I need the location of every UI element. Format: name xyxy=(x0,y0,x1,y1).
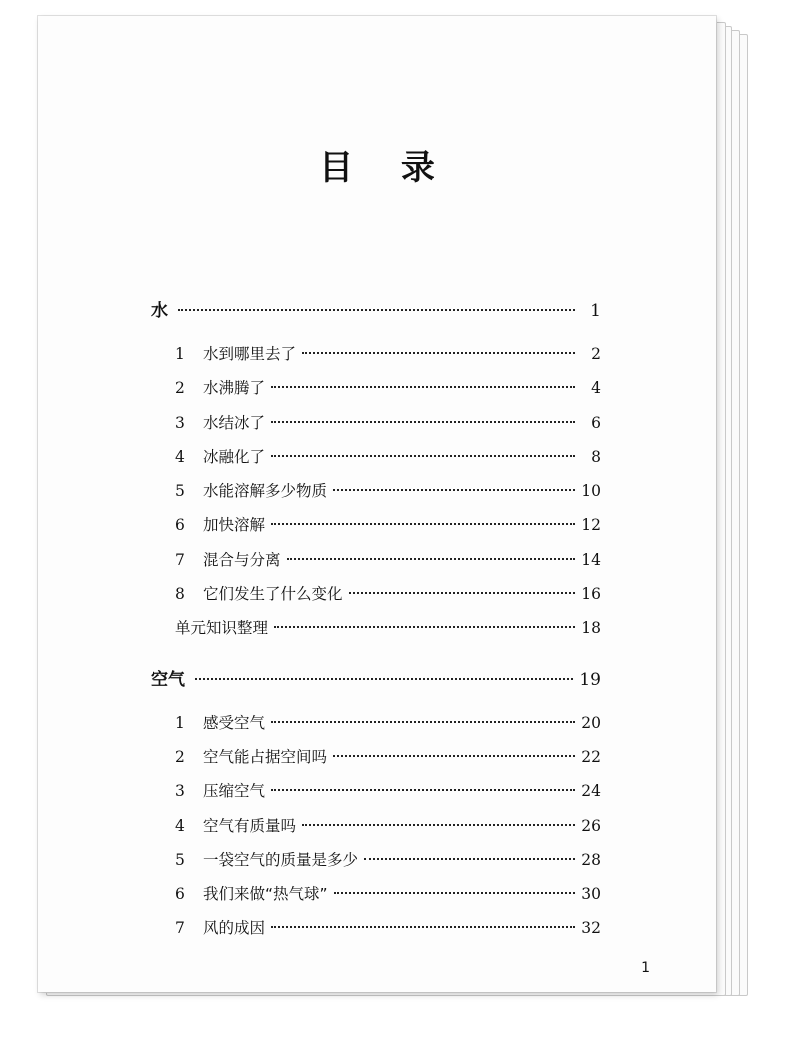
unit-title: 水 xyxy=(151,301,168,321)
leader-dots xyxy=(364,858,575,860)
leader-dots xyxy=(195,678,573,680)
toc-entry[interactable] xyxy=(151,376,601,410)
leader-dots xyxy=(287,558,575,560)
page-number: 16 xyxy=(581,585,601,604)
toc-unit-summary[interactable] xyxy=(151,616,601,650)
book-page xyxy=(38,16,716,992)
entry-title: 混合与分离 xyxy=(203,550,281,569)
page-number: 1 xyxy=(590,301,601,321)
entry-number: 4 xyxy=(175,447,185,466)
page-number: 6 xyxy=(591,413,601,432)
leader-dots xyxy=(271,789,575,791)
entry-title: 单元知识整理 xyxy=(175,619,269,638)
page-number: 8 xyxy=(591,447,601,466)
entry-number: 6 xyxy=(175,885,185,904)
entry-number: 1 xyxy=(175,345,185,363)
entry-number: 5 xyxy=(175,850,185,869)
toc-entry[interactable] xyxy=(151,814,601,848)
leader-dots xyxy=(333,755,575,757)
entry-title: 它们发生了什么变化 xyxy=(203,585,343,604)
leader-dots xyxy=(178,309,575,311)
entry-title: 水能溶解多少物质 xyxy=(203,482,328,501)
entry-title: 压缩空气 xyxy=(203,782,266,801)
page-number: 19 xyxy=(579,669,601,690)
toc-entry[interactable] xyxy=(151,848,601,882)
entry-title: 我们来做“热气球” xyxy=(203,885,328,904)
page-number: 10 xyxy=(581,482,601,501)
toc-entry[interactable] xyxy=(151,745,601,779)
page-number: 28 xyxy=(581,850,601,869)
entry-title: 水沸腾了 xyxy=(203,379,266,398)
entry-title: 冰融化了 xyxy=(203,447,266,466)
page-number: 22 xyxy=(581,747,601,766)
toc-entry[interactable] xyxy=(151,582,601,616)
page-title: 目 录 xyxy=(319,148,453,188)
entry-number: 6 xyxy=(175,516,185,535)
page-number: 18 xyxy=(581,619,601,638)
entry-title: 空气能占据空间吗 xyxy=(203,747,328,766)
leader-dots xyxy=(349,592,575,594)
entry-title: 空气有质量吗 xyxy=(203,816,297,835)
leader-dots xyxy=(302,352,575,354)
unit-title: 空气 xyxy=(151,669,185,690)
entry-title: 感受空气 xyxy=(203,713,266,732)
leader-dots xyxy=(271,523,575,525)
page-footer-number: 1 xyxy=(641,960,650,976)
page-number: 4 xyxy=(591,379,601,398)
page-number: 32 xyxy=(581,919,601,938)
page-number: 26 xyxy=(581,816,601,835)
entry-number: 3 xyxy=(175,413,185,432)
entry-number: 2 xyxy=(175,747,185,766)
toc-entry[interactable] xyxy=(151,411,601,445)
page-number: 30 xyxy=(581,885,601,904)
toc-entry[interactable] xyxy=(151,513,601,547)
entry-number: 1 xyxy=(175,713,185,732)
page-number: 14 xyxy=(581,550,601,569)
leader-dots xyxy=(271,721,575,723)
entry-number: 2 xyxy=(175,379,185,398)
entry-number: 7 xyxy=(175,550,185,569)
leader-dots xyxy=(274,626,575,628)
toc-entry[interactable] xyxy=(151,779,601,813)
toc-entry[interactable] xyxy=(151,916,601,950)
entry-number: 4 xyxy=(175,816,185,835)
page-number: 20 xyxy=(581,713,601,732)
leader-dots xyxy=(271,926,575,928)
page-number: 12 xyxy=(581,516,601,535)
toc-entry[interactable] xyxy=(151,342,601,376)
entry-number: 3 xyxy=(175,782,185,801)
page-number: 2 xyxy=(591,345,601,363)
entry-number: 5 xyxy=(175,482,185,501)
toc-entry[interactable] xyxy=(151,479,601,513)
toc-unit-heading[interactable] xyxy=(151,296,601,330)
entry-title: 风的成因 xyxy=(203,919,266,938)
leader-dots xyxy=(333,489,575,491)
table-of-contents xyxy=(151,296,601,951)
toc-entry[interactable] xyxy=(151,882,601,916)
page-number: 24 xyxy=(581,782,601,801)
toc-entry[interactable] xyxy=(151,445,601,479)
leader-dots xyxy=(302,824,575,826)
toc-entry[interactable] xyxy=(151,711,601,745)
leader-dots xyxy=(334,892,575,894)
entry-title: 加快溶解 xyxy=(203,516,266,535)
leader-dots xyxy=(271,386,575,388)
entry-number: 8 xyxy=(175,585,185,604)
entry-title: 水到哪里去了 xyxy=(203,345,297,363)
entry-title: 一袋空气的质量是多少 xyxy=(203,850,359,869)
leader-dots xyxy=(271,421,575,423)
leader-dots xyxy=(271,455,575,457)
toc-entry[interactable] xyxy=(151,548,601,582)
entry-number: 7 xyxy=(175,919,185,938)
entry-title: 水结冰了 xyxy=(203,413,266,432)
toc-unit-heading[interactable] xyxy=(151,665,601,699)
